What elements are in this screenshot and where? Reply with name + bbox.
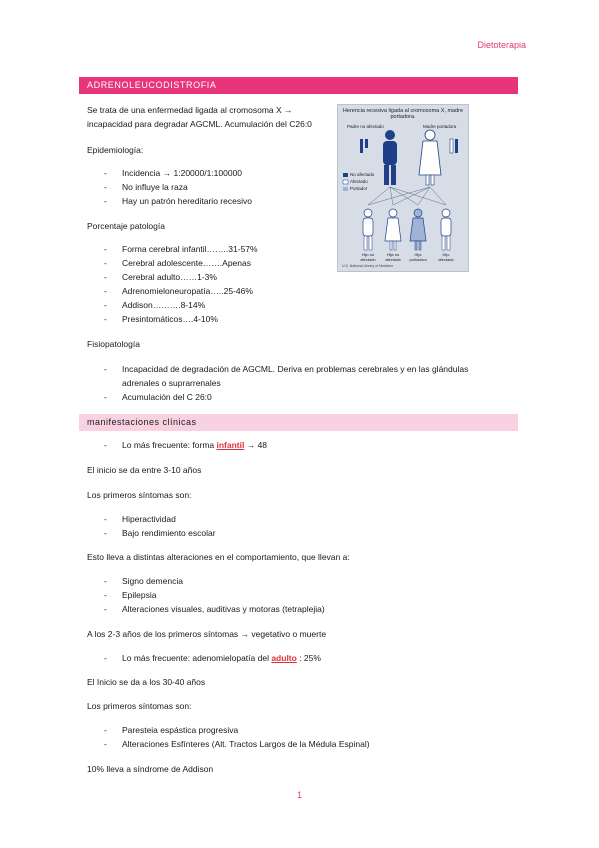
bullet-dash: -: [104, 604, 107, 614]
bullet-dash: -: [104, 725, 107, 735]
list-item: Epilepsia: [122, 590, 157, 600]
section-banner-adrenoleucodistrofia: [79, 77, 518, 94]
text-prefix: Lo más frecuente: adenomielopatía del: [122, 653, 272, 663]
list-item: Presintomáticos….4-10%: [122, 314, 218, 324]
list-item: Incidencia → 1:20000/1:100000: [122, 168, 243, 178]
intro-line-2: incapacidad para degradar AGCML. Acumulación del C26:0: [87, 119, 312, 129]
list-item: Cerebral adulto……1-3%: [122, 272, 217, 282]
child-son-affected: [441, 209, 451, 250]
list-item: Alteraciones visuales, auditivas y motoras (tetraplejia): [122, 604, 325, 614]
figure-legend-0: No afectado: [350, 172, 375, 177]
figure-child-label-3: Hijo afectado: [438, 252, 454, 262]
section-title: ADRENOLEUCODISTROFIA: [87, 80, 217, 90]
paragraph: 10% lleva a síndrome de Addison: [87, 764, 214, 774]
figure-child-label-0: Hijo no afectado: [360, 252, 376, 262]
list-item: Hiperactividad: [122, 514, 176, 524]
bullet-dash: -: [104, 590, 107, 600]
text-suffix: : 25%: [296, 653, 321, 663]
bullet-dash: -: [104, 300, 107, 310]
list-item: Paresteia espástica progresiva: [122, 725, 239, 735]
figure-title: Herencia recesiva ligada al cromosoma X, madre portadora.: [342, 108, 464, 120]
list-item: Adrenomieloneuropatía…..25-46%: [122, 286, 253, 296]
epidemiologia-heading: Epidemiología:: [87, 145, 144, 155]
list-item: Incapacidad de degradación de AGCML. Deriva en problemas cerebrales y en las glándulas: [122, 364, 469, 374]
paragraph: El Inicio se da a los 30-40 años: [87, 677, 206, 687]
bullet-dash: -: [104, 440, 107, 450]
highlight-adulto: adulto: [271, 653, 297, 663]
highlight-infantil: infantil: [216, 440, 245, 450]
list-item: Signo demencia: [122, 576, 183, 586]
bullet-dash: -: [104, 244, 107, 254]
bullet-dash: -: [104, 528, 107, 538]
bullet-dash: -: [104, 196, 107, 206]
section-title: manifestaciones clínicas: [87, 417, 197, 427]
section-banner-manifestaciones: [79, 414, 518, 431]
figure-legend-2: Portador: [350, 186, 368, 191]
list-item: Addison……….8-14%: [122, 300, 206, 310]
list-item-adulto: [122, 653, 321, 663]
list-item: Hay un patrón hereditario recesivo: [122, 196, 252, 206]
figure-mother-label: Madre portadora: [423, 124, 457, 129]
bullet-dash: -: [104, 364, 107, 374]
list-item: Forma cerebral infantil……..31-57%: [122, 244, 258, 254]
paragraph: Los primeros síntomas son:: [87, 490, 192, 500]
bullet-dash: -: [104, 258, 107, 268]
paragraph: A los 2-3 años de los primeros síntomas → vegetativo o muerte: [87, 629, 327, 639]
bullet-dash: -: [104, 286, 107, 296]
fisiopatologia-heading: Fisiopatología: [87, 339, 140, 349]
list-item: Alteraciones Esfínteres (Alt. Tractos Largos de la Médula Espinal): [122, 739, 370, 749]
inheritance-figure: [337, 104, 469, 272]
header-subject-label: Dietoterapia: [477, 40, 526, 50]
list-item-infantil: [122, 440, 267, 450]
bullet-dash: -: [104, 182, 107, 192]
text-prefix: Lo más frecuente: forma: [122, 440, 217, 450]
list-item: Bajo rendimiento escolar: [122, 528, 216, 538]
bullet-dash: -: [104, 653, 107, 663]
bullet-dash: -: [104, 739, 107, 749]
page-number: 1: [296, 790, 302, 800]
mother-figure: [419, 130, 441, 185]
bullet-dash: -: [104, 168, 107, 178]
figure-credit: U.S. National Library of Medicine: [342, 264, 394, 268]
intro-line-1: Se trata de una enfermedad ligada al cromosoma X →: [87, 105, 293, 115]
list-item: No influye la raza: [122, 182, 188, 192]
list-item: Cerebral adolescente…….Apenas: [122, 258, 251, 268]
porcentaje-heading: Porcentaje patología: [87, 221, 165, 231]
figure-father-label: Padre no afectado: [347, 124, 384, 129]
bullet-dash: -: [104, 514, 107, 524]
child-daughter-carrier: [410, 209, 426, 250]
bullet-dash: -: [104, 272, 107, 282]
text-suffix: → 48: [244, 440, 268, 450]
list-item: Acumulación del C 26:0: [122, 392, 212, 402]
paragraph: Esto lleva a distintas alteraciones en el comportamiento, que llevan a:: [87, 552, 350, 562]
child-son-unaffected: [363, 209, 373, 250]
paragraph: Los primeros síntomas son:: [87, 701, 192, 711]
bullet-dash: -: [104, 576, 107, 586]
paragraph: El inicio se da entre 3-10 años: [87, 465, 202, 475]
figure-child-label-2: Hija portadora: [409, 252, 427, 262]
list-item-continuation: adrenales o suprarrenales: [122, 378, 221, 388]
figure-legend-1: Afectado: [350, 179, 368, 184]
bullet-dash: -: [104, 314, 107, 324]
father-figure: [383, 130, 397, 185]
child-daughter-unaffected: [385, 209, 401, 250]
bullet-dash: -: [104, 392, 107, 402]
figure-child-label-1: Hija no afectada: [385, 252, 401, 262]
